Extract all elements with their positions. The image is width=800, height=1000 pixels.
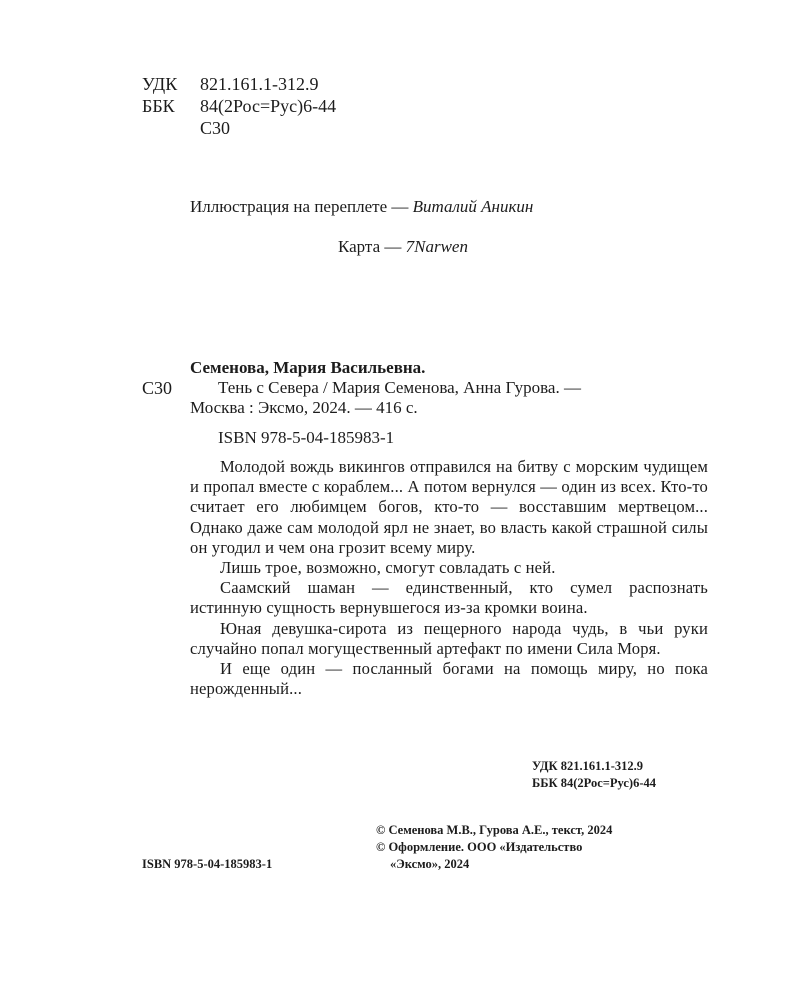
author-heading: Семенова, Мария Васильевна. — [190, 358, 426, 377]
annotation-paragraph: Юная девушка-сирота из пещерного народа чудь, в чьи руки случайно попал могущественный артефакт по имени Сила Моря. — [190, 618, 708, 658]
title-line-2: Москва : Эксмо, 2024. — 416 с. — [190, 398, 418, 417]
author-mark-top: С30 — [200, 118, 231, 138]
footer-bbk: ББК 84(2Рос=Рус)6-44 — [532, 776, 656, 790]
isbn-catalog: ISBN 978-5-04-185983-1 — [218, 428, 395, 447]
bbk-row — [142, 95, 336, 117]
annotation-paragraph: Саамский шаман — единственный, кто сумел распознать истинную сущность вернувшегося из-за кромки воина. — [190, 578, 708, 618]
map-artist: 7Narwen — [405, 237, 468, 256]
footer-udk: УДК 821.161.1-312.9 — [532, 759, 643, 773]
author-mark: С30 — [142, 378, 173, 398]
illustration-credit — [190, 196, 533, 218]
annotation — [190, 457, 708, 699]
udk-label: УДК — [142, 74, 178, 94]
map-credit — [338, 236, 468, 258]
title-line-1: Тень с Севера / Мария Семенова, Анна Гурова. — — [218, 378, 581, 397]
illustration-artist: Виталий Аникин — [412, 197, 534, 216]
copyright-design-2: «Эксмо», 2024 — [390, 857, 470, 871]
annotation-paragraph: Лишь трое, возможно, смогут совладать с ней. — [220, 558, 556, 578]
bbk-label: ББК — [142, 96, 175, 116]
copyright-authors: © Семенова М.В., Гурова А.Е., текст, 2024 — [376, 823, 613, 837]
copyright-design-1: © Оформление. ООО «Издательство — [376, 840, 583, 854]
illustration-label: Иллюстрация на переплете — — [190, 197, 409, 216]
annotation-paragraph: И еще один — посланный богами на помощь миру, но пока нерожденный... — [190, 659, 708, 699]
map-label: Карта — — [338, 237, 402, 256]
footer-isbn: ISBN 978-5-04-185983-1 — [142, 857, 273, 871]
udk-row — [142, 73, 319, 95]
udk-value: 821.161.1-312.9 — [200, 74, 319, 94]
annotation-paragraph: Молодой вождь викингов отправился на битву с морским чудищем и пропал вместе с кораблем... А потом вернулся — один из всех. Кто-то считает его любимцем богов, кто-то — восставшим мертвецом... Однако даже сам молодой ярл не знает, во власть какой страшной силы он угодил и чем она грозит всему миру. — [190, 457, 708, 557]
bbk-value: 84(2Рос=Рус)6-44 — [200, 96, 337, 116]
